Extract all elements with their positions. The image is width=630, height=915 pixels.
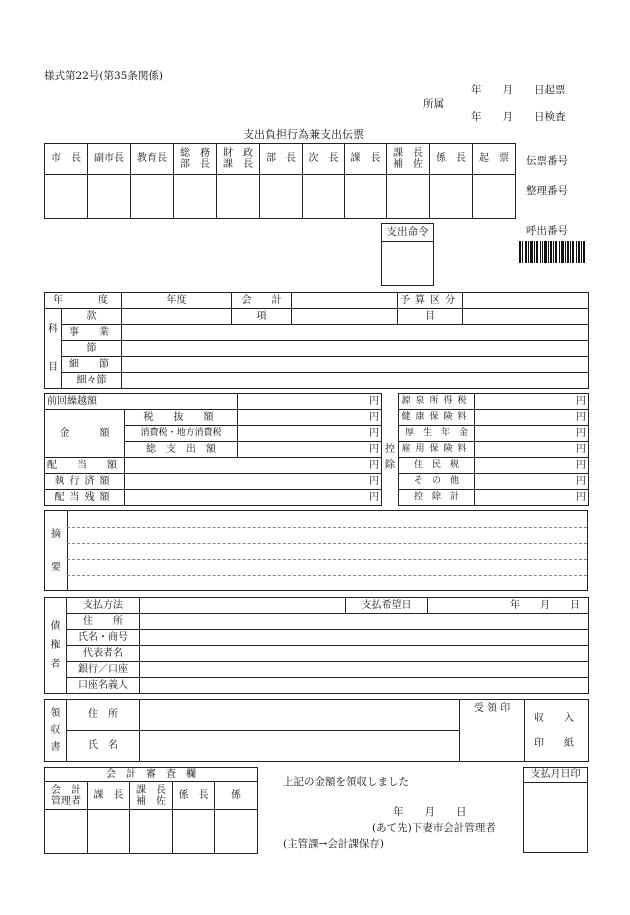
deduction-other-value[interactable]: 円 xyxy=(475,474,589,490)
audit-col-section-chief: 課 長 xyxy=(88,782,130,810)
audit-col-accounting-manager: 会 計 管理者 xyxy=(45,782,88,810)
payment-order-label: 支出命令 xyxy=(382,224,433,242)
stamp-cell[interactable] xyxy=(88,810,130,854)
desired-date-value[interactable]: 年 月 日 xyxy=(428,598,589,614)
summary-label-1: 摘 xyxy=(51,529,61,540)
summary-line xyxy=(67,527,587,528)
audit-title: 会 計 審 査 欄 xyxy=(45,768,258,782)
revenue-stamp-cell[interactable] xyxy=(525,700,589,762)
summary-label-cell xyxy=(45,511,68,590)
kan-value[interactable] xyxy=(122,309,232,325)
kou-label: 項 xyxy=(232,309,292,325)
account-holder-label: 口座名義人 xyxy=(67,678,140,694)
creditor-address-value[interactable] xyxy=(140,614,589,630)
tax-excluded-value[interactable]: 円 xyxy=(238,410,382,426)
stamp-cell[interactable] xyxy=(303,175,345,219)
fiscal-year-value[interactable]: 年度 xyxy=(122,293,232,309)
accounting-label: 会 計 xyxy=(232,293,292,309)
executed-value[interactable] xyxy=(125,474,360,490)
summary-line xyxy=(67,543,587,544)
deduction-withholding-value[interactable]: 円 xyxy=(475,394,589,410)
deduction-pension-label: 厚 生 年 金 xyxy=(399,426,475,442)
receipt-name-value[interactable] xyxy=(140,731,460,762)
audit-col-staff: 係 xyxy=(215,782,258,810)
stamp-cell[interactable] xyxy=(88,175,131,219)
allotment-label: 配 当 額 xyxy=(45,458,125,474)
approval-col-general-affairs: 総 務 部 長 xyxy=(174,144,217,175)
deduction-total-label: 控 除 計 xyxy=(399,490,475,506)
fiscal-year-label: 年 度 xyxy=(45,293,122,309)
kan-label: 款 xyxy=(62,309,122,325)
approval-col-superintendent: 教育長 xyxy=(131,144,174,175)
deduction-pension-value[interactable]: 円 xyxy=(475,426,589,442)
revenue-stamp-label-1: 収 入 xyxy=(534,712,579,724)
allotment-balance-label: 配当残額 xyxy=(45,490,125,506)
amount-table xyxy=(44,393,589,506)
reference-number-label: 整理番号 xyxy=(526,185,568,197)
approval-col-dept-head: 部 長 xyxy=(260,144,303,175)
creditor-address-label: 住 所 xyxy=(67,614,140,630)
form-number: 様式第22号(第35条関係) xyxy=(44,70,163,82)
stamp-cell[interactable] xyxy=(260,175,303,219)
deduction-withholding-label: 源泉所得税 xyxy=(399,394,475,410)
allotment-value[interactable] xyxy=(125,458,360,474)
payment-date-stamp-box[interactable] xyxy=(523,767,588,853)
creditor-name-value[interactable] xyxy=(140,630,589,646)
stamp-cell[interactable] xyxy=(131,175,174,219)
stamp-cell[interactable] xyxy=(215,810,258,854)
summary-box[interactable] xyxy=(44,510,588,591)
executed-yen: 円 xyxy=(360,474,382,490)
inspected-date: 年 月 日検査 xyxy=(471,111,566,123)
account-holder-value[interactable] xyxy=(140,678,589,694)
stamp-cell[interactable] xyxy=(430,175,473,219)
moku-value[interactable] xyxy=(463,309,589,325)
receipt-address-value[interactable] xyxy=(140,700,460,731)
total-expenditure-value[interactable]: 円 xyxy=(238,442,382,458)
tax-excluded-label: 税 抜 額 xyxy=(125,410,238,426)
setsu-label: 節 xyxy=(62,341,122,357)
total-expenditure-label: 総 支 出 額 xyxy=(125,442,238,458)
stamp-cell[interactable] xyxy=(217,175,260,219)
addressee: (あて先)下妻市会計管理者 xyxy=(372,822,496,834)
approval-col-deputy-mayor: 副市長 xyxy=(88,144,131,175)
summary-label-2: 要 xyxy=(51,562,61,573)
stamp-cell[interactable] xyxy=(45,810,88,854)
allotment-yen: 円 xyxy=(360,458,382,474)
deduction-employment-label: 雇用保険料 xyxy=(399,442,475,458)
affiliation-label: 所属 xyxy=(423,98,444,110)
setsu-value[interactable] xyxy=(122,341,589,357)
deduction-employment-value[interactable]: 円 xyxy=(475,442,589,458)
deduction-total-value[interactable]: 円 xyxy=(475,490,589,506)
barcode-icon xyxy=(519,241,585,263)
deduction-health-label: 健康保険料 xyxy=(399,410,475,426)
call-number-label: 呼出番号 xyxy=(526,225,568,237)
payment-date-stamp-label: 支払月日印 xyxy=(524,768,587,783)
allotment-balance-value[interactable] xyxy=(125,490,360,506)
form-title: 支出負担行為兼支出伝票 xyxy=(243,128,364,141)
creditor-table xyxy=(44,597,589,694)
bank-account-value[interactable] xyxy=(140,662,589,678)
desired-date-label: 支払希望日 xyxy=(346,598,428,614)
saisetsu-label: 細 節 xyxy=(62,357,122,373)
consumption-tax-label: 消費税・地方消費税 xyxy=(125,426,238,442)
moku-label: 目 xyxy=(398,309,463,325)
receipt-stamp-cell[interactable] xyxy=(460,700,525,762)
summary-line xyxy=(67,559,587,560)
kamoku-label: 科 目 xyxy=(45,309,62,389)
budget-category-value[interactable] xyxy=(463,293,589,309)
deduction-resident-value[interactable]: 円 xyxy=(475,458,589,474)
received-note: 上記の金額を領収しました xyxy=(283,776,409,788)
saisaisetsu-label: 細々節 xyxy=(62,373,122,389)
approval-col-deputy-head: 次 長 xyxy=(303,144,345,175)
prev-carryover-label: 前回繰越額 xyxy=(45,394,238,410)
stamp-cell[interactable] xyxy=(173,810,215,854)
representative-label: 代表者名 xyxy=(67,646,140,662)
voucher-number-label: 伝票番号 xyxy=(526,155,568,167)
executed-label: 執行済額 xyxy=(45,474,125,490)
deduction-label: 控 除 xyxy=(382,394,399,506)
approval-col-drafter: 起 票 xyxy=(473,144,516,175)
deduction-resident-label: 住 民 税 xyxy=(399,458,475,474)
revenue-stamp-label-2: 印 紙 xyxy=(534,737,579,749)
deduction-health-value[interactable]: 円 xyxy=(475,410,589,426)
approval-col-finance: 財 政 課 長 xyxy=(217,144,260,175)
account-table xyxy=(44,292,589,389)
approval-col-mayor: 市 長 xyxy=(45,144,88,175)
drafted-date: 年 月 日起票 xyxy=(471,84,566,96)
kou-value[interactable] xyxy=(292,309,398,325)
accounting-value[interactable] xyxy=(292,293,398,309)
stamp-cell[interactable] xyxy=(174,175,217,219)
project-value[interactable] xyxy=(122,325,589,341)
audit-col-subsection-chief: 係 長 xyxy=(173,782,215,810)
audit-table xyxy=(44,767,258,854)
approval-col-subsection-chief: 係 長 xyxy=(430,144,473,175)
payment-method-value[interactable] xyxy=(140,598,346,614)
receipt-address-label: 住 所 xyxy=(67,700,140,731)
received-date: 年 月 日 xyxy=(393,806,467,818)
creditor-name-label: 氏名・商号 xyxy=(67,630,140,646)
receipt-table xyxy=(44,699,589,762)
approval-col-section-chief: 課 長 xyxy=(345,144,387,175)
allotment-balance-yen: 円 xyxy=(360,490,382,506)
consumption-tax-value[interactable]: 円 xyxy=(238,426,382,442)
receipt-name-label: 氏 名 xyxy=(67,731,140,762)
receipt-stamp-label: 受 領 印 xyxy=(473,703,511,714)
receipt-label: 領 収 書 xyxy=(45,700,67,762)
representative-value[interactable] xyxy=(140,646,589,662)
approval-stamp-table xyxy=(44,143,516,219)
creditor-label: 債 権 者 xyxy=(45,598,67,694)
prev-carryover-value[interactable]: 円 xyxy=(238,394,382,410)
saisetsu-value[interactable] xyxy=(122,357,589,373)
payment-method-label: 支払方法 xyxy=(67,598,140,614)
project-label: 事 業 xyxy=(62,325,122,341)
stamp-cell[interactable] xyxy=(45,175,88,219)
payment-order-box[interactable] xyxy=(381,223,434,286)
saisaisetsu-value[interactable] xyxy=(122,373,589,389)
stamp-cell[interactable] xyxy=(130,810,173,854)
audit-col-assistant-chief: 課 長 補 佐 xyxy=(130,782,173,810)
amount-label: 金 額 xyxy=(45,410,125,458)
stamp-cell[interactable] xyxy=(345,175,387,219)
budget-category-label: 予算区分 xyxy=(398,293,463,309)
summary-line xyxy=(67,575,587,576)
stamp-cell[interactable] xyxy=(387,175,430,219)
approval-col-assistant-chief: 課 長 補 佐 xyxy=(387,144,430,175)
stamp-cell[interactable] xyxy=(473,175,516,219)
storage-route: (主管課→会計課保存) xyxy=(283,838,384,850)
bank-account-label: 銀行／口座 xyxy=(67,662,140,678)
deduction-other-label: そ の 他 xyxy=(399,474,475,490)
